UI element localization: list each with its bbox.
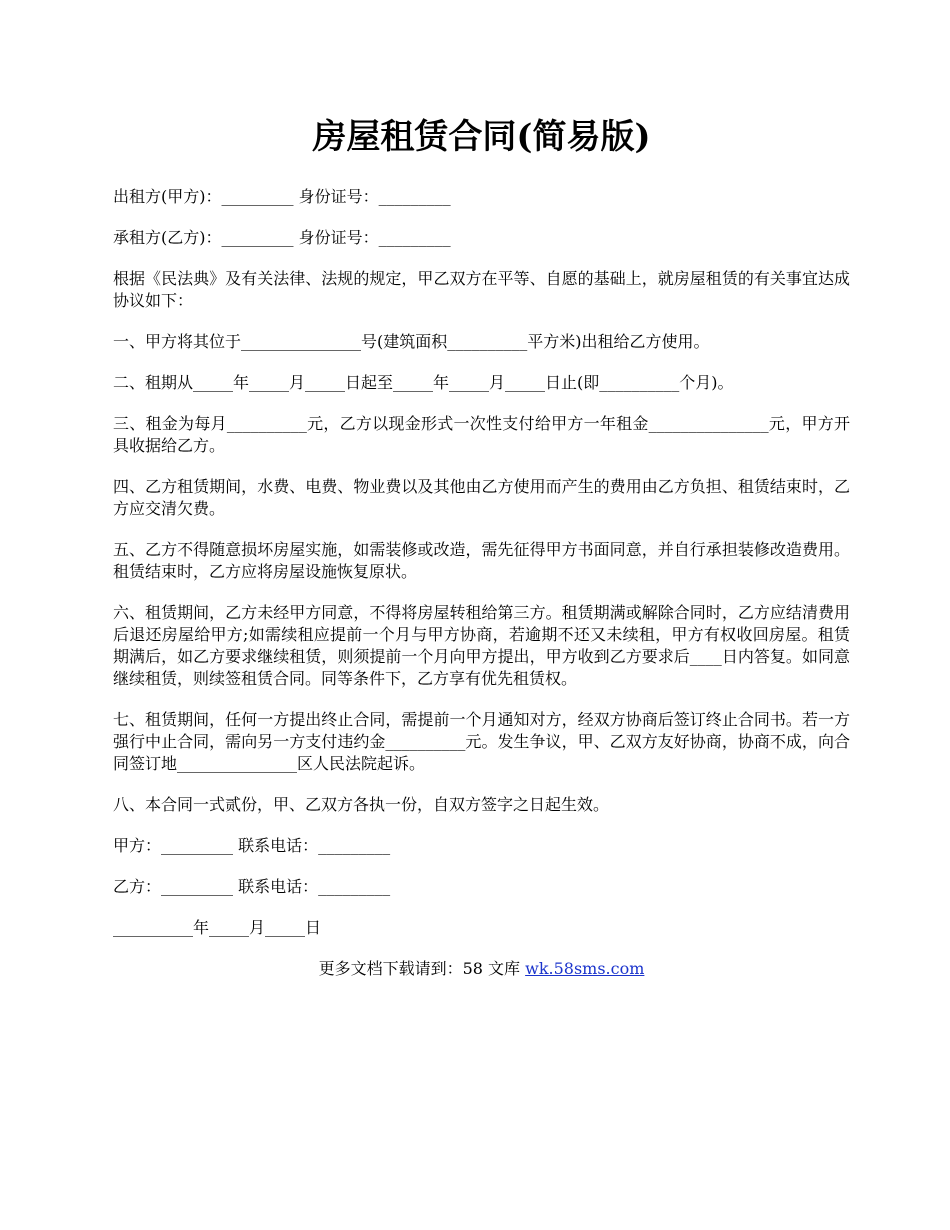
clause-4: 四、乙方租赁期间，水费、电费、物业费以及其他由乙方使用而产生的费用由乙方负担、租赁结束时，乙方应交清欠费。 xyxy=(113,477,850,518)
clause-1: 一、甲方将其位于_______________号(建筑面积__________平方米)出租给乙方使用。 xyxy=(113,332,710,351)
footer-link[interactable]: wk.58sms.com xyxy=(525,959,645,978)
date-line: __________年_____月_____日 xyxy=(113,918,322,937)
clause-7: 七、租赁期间，任何一方提出终止合同，需提前一个月通知对方，经双方协商后签订终止合同书。若一方强行中止合同，需向另一方支付违约金__________元。发生争议，甲、乙双方友好协商，协商不成，向合同签订地_______________区人民法院起诉。 xyxy=(113,710,850,773)
clause-8: 八、本合同一式贰份，甲、乙双方各执一份，自双方签字之日起生效。 xyxy=(113,795,610,814)
footer-text: 更多文档下载请到：58 文库 xyxy=(318,959,526,978)
lessee-line: 承租方(乙方)：_________ 身份证号：_________ xyxy=(113,228,451,247)
clause-5: 五、乙方不得随意损坏房屋实施，如需装修或改造，需先征得甲方书面同意，并自行承担装修改造费用。租赁结束时，乙方应将房屋设施恢复原状。 xyxy=(113,540,850,581)
party-b-signature-line: 乙方：_________ 联系电话：_________ xyxy=(113,877,391,896)
clause-2: 二、租期从_____年_____月_____日起至_____年_____月_____日止(即__________个月)。 xyxy=(113,373,734,392)
clause-3: 三、租金为每月__________元，乙方以现金形式一次性支付给甲方一年租金_______________元，甲方开具收据给乙方。 xyxy=(113,414,850,455)
lessor-line: 出租方(甲方)：_________ 身份证号：_________ xyxy=(113,187,451,206)
party-a-signature-line: 甲方：_________ 联系电话：_________ xyxy=(113,836,391,855)
document-title: 房屋租赁合同(简易版) xyxy=(312,117,651,157)
footer xyxy=(113,958,850,980)
clause-6: 六、租赁期间，乙方未经甲方同意，不得将房屋转租给第三方。租赁期满或解除合同时，乙方应结清费用后退还房屋给甲方;如需续租应提前一个月与甲方协商，若逾期不还又未续租，甲方有权收回房屋。租赁期满后，如乙方要求继续租赁，则须提前一个月向甲方提出，甲方收到乙方要求后____日内答复。如同意继续租赁，则续签租赁合同。同等条件下，乙方享有优先租赁权。 xyxy=(113,603,850,688)
preamble-paragraph: 根据《民法典》及有关法律、法规的规定，甲乙双方在平等、自愿的基础上，就房屋租赁的有关事宜达成协议如下： xyxy=(113,269,850,310)
